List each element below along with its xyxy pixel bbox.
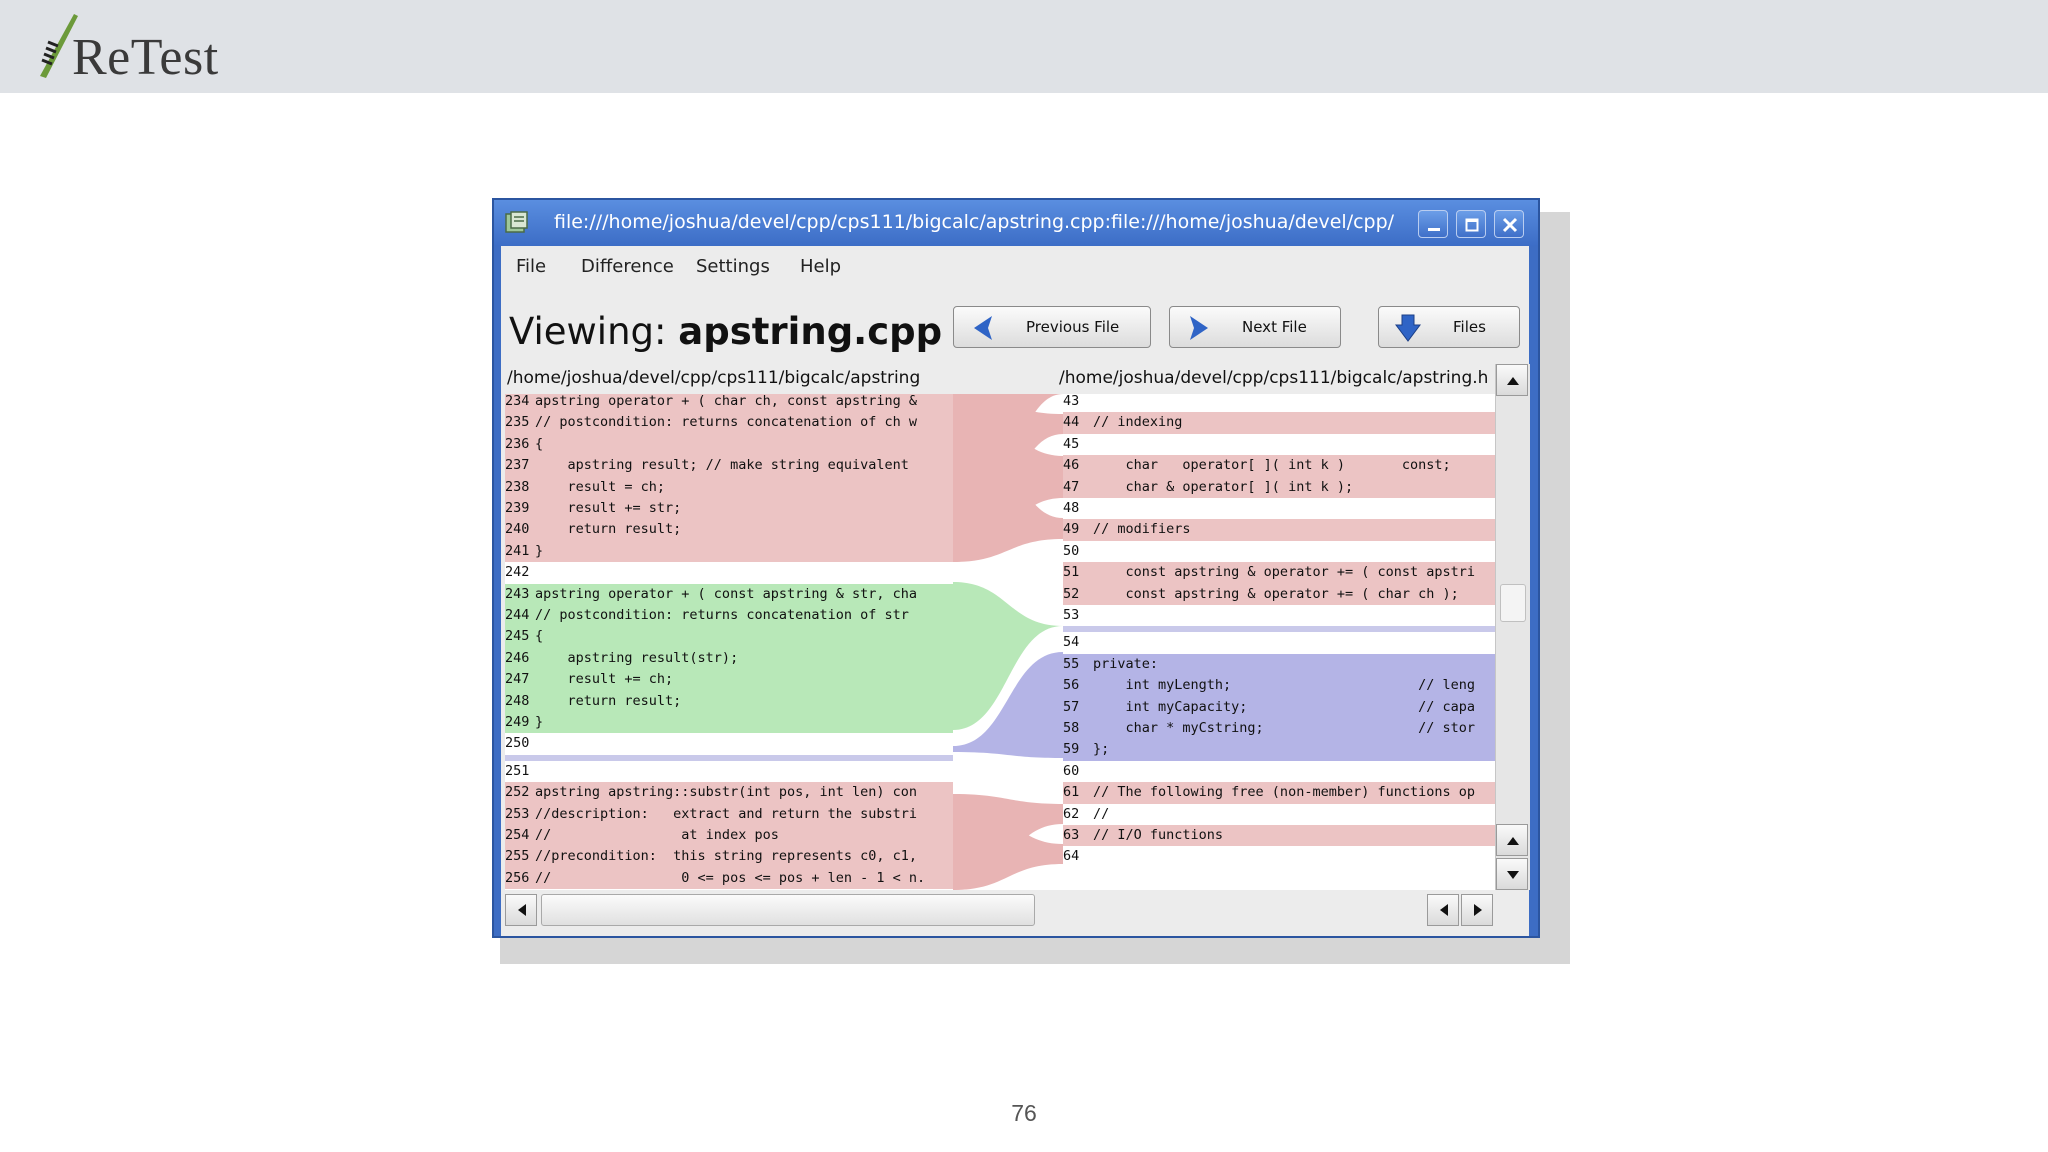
code-line[interactable] [1063,825,1495,846]
line-number: 50 [1063,542,1080,559]
code-line[interactable] [505,412,953,433]
maximize-icon [1464,217,1480,233]
line-number: 48 [1063,500,1080,516]
triangle-up-icon [1505,835,1521,847]
code-line[interactable] [505,868,953,889]
arrow-right-icon [1184,313,1214,343]
horizontal-scrollbar[interactable] [501,890,1529,930]
code-line[interactable] [505,605,953,626]
line-number: 236 [505,435,530,452]
code-line[interactable] [1063,562,1495,583]
line-number: 49 [1063,521,1080,538]
code-line[interactable] [505,761,953,782]
triangle-left-icon [1438,903,1450,917]
code-text: // postcondition: returns concatenation of str [535,607,909,623]
code-text: return result; [535,692,682,709]
code-line[interactable] [1063,804,1495,825]
minimize-button[interactable] [1418,210,1448,238]
line-number: 255 [505,848,530,865]
code-line[interactable] [1063,632,1495,653]
files-label: Files [1453,318,1486,336]
code-text: // postcondition: returns concatenation of ch w [535,414,918,431]
triangle-up-icon [1505,375,1521,387]
code-line[interactable] [1063,394,1495,412]
arrow-left-icon [968,313,998,343]
arrow-down-icon [1393,313,1423,343]
code-text: apstring operator + ( char ch, const apstring & [535,394,918,409]
line-number: 250 [505,735,530,752]
code-line[interactable] [505,626,953,647]
code-text: } [535,542,544,559]
code-line[interactable] [1063,846,1495,867]
code-line[interactable] [1063,455,1495,476]
code-text: //description: extract and return the substri [535,805,918,822]
menu-file[interactable]: File [516,256,547,277]
line-number: 58 [1063,720,1080,736]
line-number: 52 [1063,585,1080,602]
line-number: 61 [1063,784,1080,801]
scroll-right-button[interactable] [1461,894,1493,926]
window-title: file:///home/joshua/devel/cpp/cps111/bigcalc/apstring.cpp:file:///home/joshua/devel/cpp/ [554,211,1395,233]
right-file-path: /home/joshua/devel/cpp/cps111/bigcalc/apstring.h [1059,368,1489,388]
files-button[interactable] [1378,306,1520,348]
menu-bar [501,246,1529,290]
code-line[interactable] [505,394,953,412]
code-text: // indexing [1093,414,1183,431]
code-text: private: [1093,655,1159,672]
line-number: 248 [505,692,530,709]
code-line[interactable] [1063,477,1495,498]
close-icon [1502,217,1518,233]
code-line[interactable] [1063,697,1495,718]
line-number: 240 [505,521,530,538]
code-text: char & operator[ ]( int k ); [1093,478,1354,495]
retest-logo [34,10,234,86]
code-line[interactable] [505,584,953,605]
code-line[interactable] [505,825,953,846]
code-text: // The following free (non-member) functions op [1093,784,1476,801]
next-file-button[interactable] [1169,306,1341,348]
code-text: }; [1093,741,1110,758]
line-number: 44 [1063,414,1080,431]
line-number: 249 [505,714,530,730]
code-text: char operator[ ]( int k ) const; [1093,457,1451,474]
line-number: 241 [505,542,530,559]
line-number: 234 [505,394,530,409]
maximize-button[interactable] [1456,210,1486,238]
viewing-file-name: apstring.cpp [678,310,943,353]
line-number: 59 [1063,741,1080,758]
line-number: 237 [505,457,530,474]
triangle-right-icon [1472,903,1484,917]
code-text: const apstring & operator += ( char ch ); [1093,585,1459,602]
left-source-pane[interactable] [505,394,953,890]
code-text: int myCapacity; // capa [1093,698,1476,715]
line-number: 254 [505,827,530,843]
kompare-window [492,198,1540,938]
code-line[interactable] [505,434,953,455]
code-text: // modifiers [1093,521,1191,538]
line-number: 60 [1063,762,1080,779]
line-number: 244 [505,607,530,623]
scroll-down-button[interactable] [1496,858,1528,890]
line-number: 56 [1063,677,1080,694]
triangle-down-icon [1505,869,1521,881]
app-icon[interactable] [504,210,530,236]
previous-file-button[interactable] [953,306,1151,348]
line-number: 252 [505,784,530,801]
code-text: } [535,714,544,730]
code-line[interactable] [1063,541,1495,562]
scroll-left-button[interactable] [505,894,537,926]
line-number: 62 [1063,805,1080,822]
close-button[interactable] [1494,210,1524,238]
code-text: apstring apstring::substr(int pos, int len) con [535,784,918,801]
code-text: apstring result(str); [535,649,739,666]
code-line[interactable] [505,541,953,562]
code-line[interactable] [1063,761,1495,782]
code-line[interactable] [505,712,953,733]
code-text: //precondition: this string represents c0, c1, [535,848,918,865]
line-number: 46 [1063,457,1080,474]
line-number: 251 [505,762,530,779]
line-number: 242 [505,564,530,581]
slide-header [0,0,2048,93]
code-line[interactable] [505,498,953,519]
code-line[interactable] [505,804,953,825]
line-number: 256 [505,869,530,886]
viewing-heading [509,310,942,353]
diff-view[interactable] [505,394,1495,890]
title-bar[interactable] [494,200,1538,246]
scroll-up-button[interactable] [1496,364,1528,396]
viewing-label: Viewing: [509,310,667,353]
code-line[interactable] [1063,412,1495,433]
code-line[interactable] [1063,434,1495,455]
code-line[interactable] [505,691,953,712]
triangle-left-icon [516,903,528,917]
line-number: 235 [505,414,530,431]
line-number: 243 [505,585,530,602]
code-line[interactable] [505,477,953,498]
code-text: { [535,435,544,452]
code-line[interactable] [1063,782,1495,803]
code-text: apstring result; // make string equivalent [535,457,909,474]
code-line[interactable] [1063,605,1495,626]
line-number: 247 [505,671,530,688]
right-source-pane[interactable] [1063,394,1495,890]
previous-file-label: Previous File [1026,318,1120,336]
line-number: 246 [505,649,530,666]
line-number: 53 [1063,607,1080,623]
code-line[interactable] [1063,584,1495,605]
code-text: { [535,628,544,645]
vertical-scrollbar[interactable] [1495,364,1530,890]
code-line[interactable] [505,733,953,754]
code-line[interactable] [1063,498,1495,519]
line-number: 55 [1063,655,1080,672]
code-text: return result; [535,521,682,538]
menu-settings[interactable]: Settings [696,256,770,277]
line-number: 51 [1063,564,1080,581]
next-file-label: Next File [1242,318,1307,336]
code-line[interactable] [1063,654,1495,675]
logo-text: ReTest [72,29,219,86]
line-number: 54 [1063,634,1080,651]
code-line[interactable] [505,648,953,669]
vertical-scroll-thumb[interactable] [1500,584,1526,622]
menu-difference[interactable]: Difference [581,256,674,277]
line-number: 238 [505,478,530,495]
code-text: // 0 <= pos <= pos + len - 1 < n. [535,869,926,886]
code-text: int myLength; // leng [1093,677,1476,694]
line-number: 45 [1063,435,1080,452]
code-line[interactable] [1063,739,1495,760]
code-text: result += str; [535,500,682,516]
scroll-left-button-right-pane[interactable] [1427,894,1459,926]
code-text: result += ch; [535,671,674,688]
code-line[interactable] [505,782,953,803]
horizontal-scroll-thumb[interactable] [541,894,1035,926]
code-text: char * myCstring; // stor [1093,720,1476,736]
page-number: 76 [1011,1100,1037,1126]
code-text: const apstring & operator += ( const apstri [1093,564,1476,581]
line-number: 47 [1063,478,1080,495]
code-line[interactable] [1063,675,1495,696]
line-number: 63 [1063,827,1080,843]
code-line[interactable] [505,562,953,583]
menu-help[interactable]: Help [800,256,842,277]
code-line[interactable] [505,519,953,540]
code-line[interactable] [1063,519,1495,540]
code-line[interactable] [505,669,953,690]
code-text: // I/O functions [1093,827,1224,843]
diff-connector [953,394,1063,890]
window-client [501,246,1529,936]
line-number: 245 [505,628,530,645]
line-number: 43 [1063,394,1080,409]
line-number: 253 [505,805,530,822]
code-text: result = ch; [535,478,666,495]
scroll-up-button-lower[interactable] [1496,824,1528,856]
line-number: 57 [1063,698,1080,715]
code-line[interactable] [505,846,953,867]
minimize-icon [1426,217,1442,233]
line-number: 64 [1063,848,1080,865]
left-file-path: /home/joshua/devel/cpp/cps111/bigcalc/apstring [507,368,921,388]
code-line[interactable] [505,455,953,476]
code-line[interactable] [1063,718,1495,739]
code-text: // at index pos [535,827,779,843]
code-text: // [1093,805,1110,822]
code-text: apstring operator + ( const apstring & str, cha [535,585,918,602]
line-number: 239 [505,500,530,516]
